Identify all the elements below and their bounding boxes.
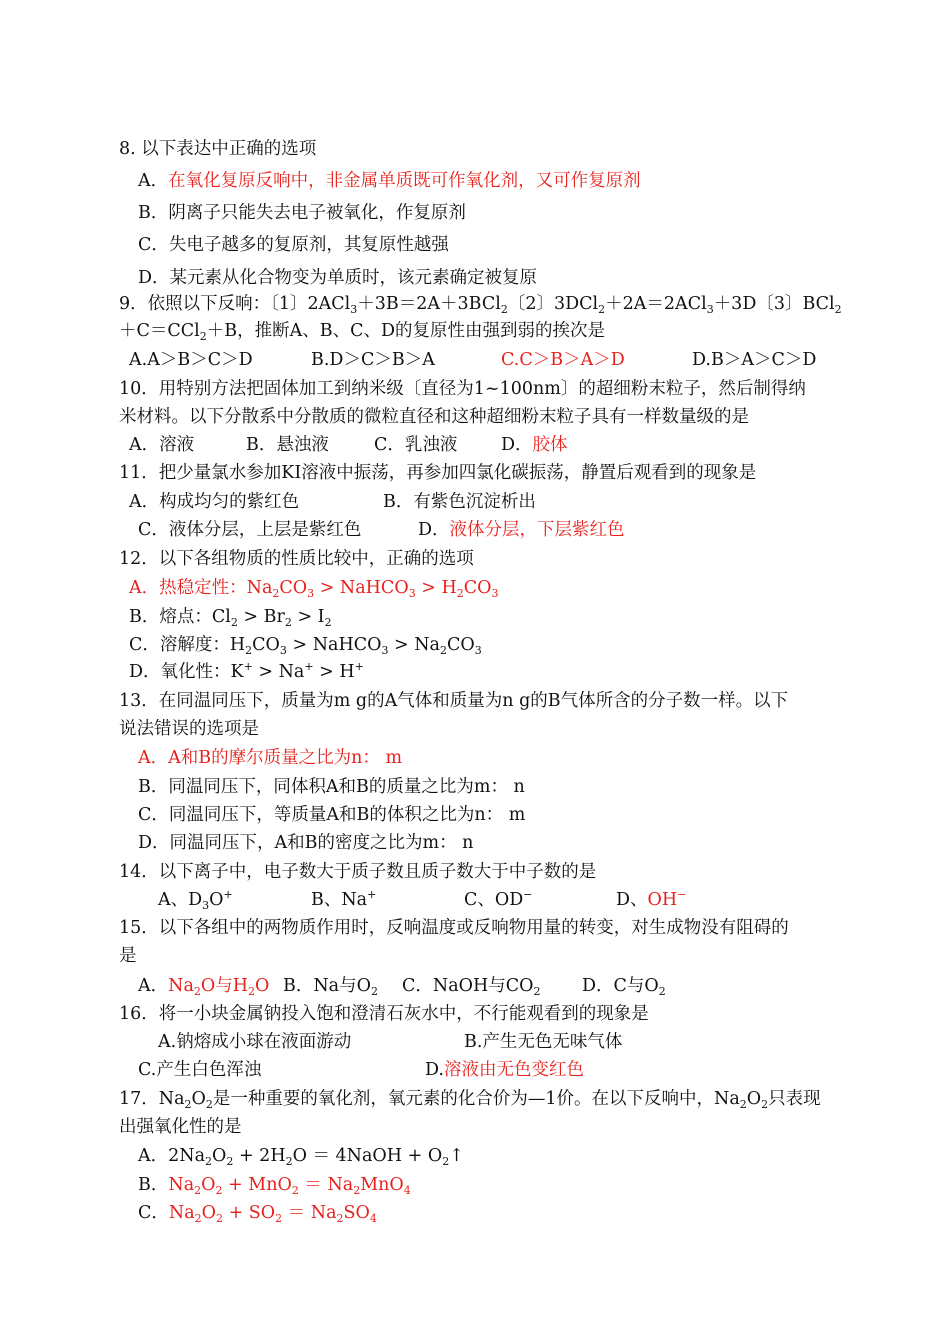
q11-stem: 11．把少量氯水参加KI溶液中振荡，再参加四氯化碳振荡，静置后观看到的现象是: [119, 463, 757, 483]
q15-stem-line1: 15．以下各组中的两物质作用时，反响温度或反响物用量的转变，对生成物没有阻碍的: [119, 918, 789, 938]
q11-option-b: B．有紫色沉淀析出: [383, 492, 536, 512]
q17-option-c: C．$Na_2O_2 + SO_2 = Na_2SO_4$: [138, 1203, 377, 1225]
q14-option-a: A、$D_3O^+$: [158, 888, 233, 912]
q16-option-c: C.产生白色浑浊: [138, 1060, 262, 1080]
q13-stem-line2: 说法错误的选项是: [119, 719, 259, 739]
q14-option-c: C、OD−: [464, 888, 533, 910]
q16-answer: 溶液由无色变红色: [443, 1060, 584, 1080]
q15-option-a: A．$Na_2O$与$H_2O$: [138, 976, 270, 998]
q16-option-b: B.产生无色无味气体: [464, 1032, 623, 1052]
q17-stem-line2: 出强氧化性的是: [119, 1117, 242, 1137]
q17-answer-b: $Na_2O_2 + MnO_2 = Na_2MnO_4$: [168, 1175, 411, 1197]
q17-stem-line1: 17．$Na_2O_2$是一种重要的氧化剂，氧元素的化合价为—1价。在以下反响中，$Na_2O_2$只表现: [119, 1089, 821, 1111]
q10-stem-line1: 10．用特别方法把固体加工到纳米级〔直径为1~100nm〕的超细粉末粒子，然后制得纳: [119, 379, 806, 399]
q17-option-b: B．$Na_2O_2 + MnO_2 = Na_2MnO_4$: [138, 1175, 411, 1197]
q15-stem-line2: 是: [119, 946, 137, 966]
q10-option-a: A．溶液: [129, 435, 195, 455]
q14-stem: 14．以下离子中，电子数大于质子数且质子数大于中子数的是: [119, 862, 597, 882]
q13-option-d: D．同温同压下，A和B的密度之比为m： n: [138, 833, 474, 853]
q8-answer: 在氧化复原反响中，非金属单质既可作氧化剂，又可作复原剂: [168, 171, 641, 191]
q16-option-d: D.溶液由无色变红色: [425, 1060, 584, 1080]
q9-option-d: D.B＞A＞C＞D: [692, 350, 817, 370]
q9-option-a: A.A＞B＞C＞D: [129, 350, 253, 370]
q15-answer: $Na_2O$与$H_2O$: [168, 976, 270, 998]
q11-option-a: A．构成均匀的紫红色: [129, 492, 300, 512]
q10-option-b: B．悬浊液: [246, 435, 329, 455]
q11-option-d: D．液体分层，下层紫红色: [418, 520, 625, 540]
q10-stem-line2: 米材料。以下分散系中分散质的微粒直径和这种超细粉末粒子具有一样数量级的是: [119, 407, 749, 427]
q14-answer: OH−: [647, 888, 687, 910]
q14-option-d: D、OH−: [616, 888, 687, 910]
q15-option-b: B．Na与$O_2$: [283, 976, 378, 998]
q9-stem-line1: 9．依照以下反响：〔1〕2ACl$_3$＋3B＝2A＋3BCl$_2$〔2〕3DCl$_2$＋2A＝2ACl$_3$＋3D〔3〕BCl$_2$: [119, 294, 842, 316]
q8-option-b: B．阴离子只能失去电子被氧化，作复原剂: [138, 203, 466, 223]
q9-stem-line2: ＋C＝CCl$_2$＋B，推断A、B、C、D的复原性由强到弱的挨次是: [119, 321, 606, 343]
q8-option-a: A．在氧化复原反响中，非金属单质既可作氧化剂，又可作复原剂: [138, 171, 641, 191]
q15-option-d: D．C与$O_2$: [582, 976, 666, 998]
q16-stem: 16．将一小块金属钠投入饱和澄清石灰水中，不行能观看到的现象是: [119, 1004, 649, 1024]
q12-answer: A．热稳定性：$Na_2CO_3$ > NaHCO$_3$ > $H_2CO_3$: [129, 578, 499, 600]
q14-option-b: B、Na+: [311, 888, 377, 910]
q13-option-c: C．同温同压下，等质量A和B的体积之比为n： m: [138, 805, 526, 825]
q13-option-b: B．同温同压下，同体积A和B的质量之比为m： n: [138, 777, 525, 797]
q8-option-c: C．失电子越多的复原剂，其复原性越强: [138, 235, 449, 255]
q10-option-d: D．胶体: [501, 435, 568, 455]
q12-stem: 12．以下各组物质的性质比较中，正确的选项: [119, 549, 474, 569]
q15-option-c: C．NaOH与$CO_2$: [402, 976, 541, 998]
q17-option-a: A．$2Na_2O_2 + 2H_2O$ ＝ 4NaOH + $O_2↑$: [138, 1146, 464, 1168]
q12-option-b: B．熔点：$Cl_2 > Br_2 > I_2$: [129, 607, 332, 629]
q9-answer: C.C＞B＞A＞D: [501, 350, 625, 370]
q16-option-a: A.钠熔成小球在液面游动: [158, 1032, 352, 1052]
q12-option-c: C．溶解度：$H_2CO_3$ > NaHCO$_3$ > $Na_2CO_3$: [129, 635, 482, 657]
q12-option-d: D．氧化性：K+ > Na+ > H+: [129, 660, 364, 682]
q11-option-c: C．液体分层，上层是紫红色: [138, 520, 362, 540]
q8-option-d: D．某元素从化合物变为单质时，该元素确定被复原: [138, 268, 538, 288]
q11-answer: 液体分层，下层紫红色: [449, 520, 625, 540]
q13-stem-line1: 13．在同温同压下，质量为m g的A气体和质量为n g的B气体所含的分子数一样。以下: [119, 691, 789, 711]
q9-option-b: B.D＞C＞B＞A: [311, 350, 435, 370]
q17-answer-c: $Na_2O_2 + SO_2 = Na_2SO_4$: [168, 1203, 377, 1225]
q10-option-c: C．乳浊液: [374, 435, 458, 455]
q8-stem: 8. 以下表达中正确的选项: [119, 139, 317, 159]
q13-answer: A．A和B的摩尔质量之比为n： m: [138, 748, 403, 768]
q10-answer: 胶体: [532, 435, 568, 455]
